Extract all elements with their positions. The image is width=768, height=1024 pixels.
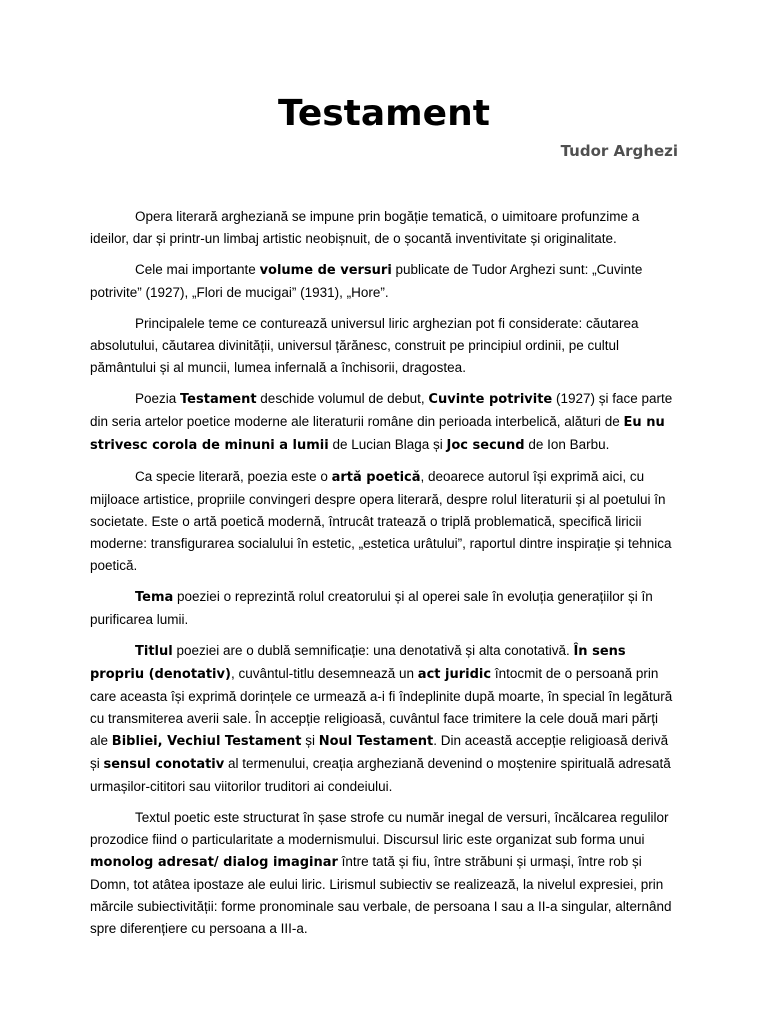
body-paragraph: [90, 388, 678, 457]
body-paragraph: [90, 807, 678, 940]
text-run: publicate de Tudor Arghezi sunt: „Cuvinte potrivite” (1927), „Flori de mucigai” (1931), „Hore”.: [90, 262, 643, 300]
body-paragraph: [90, 640, 678, 798]
text-run: , deoarece autorul își exprimă aici, cu mijloace artistice, propriile convingeri despre opera literară, despre rolul literaturii și al poetului în societate. Este o artă poetică modernă, întrucât tratează o triplă problematică, specifică liricii moderne: transfigurarea socialului în estetic, „estetica urâtului”, raportul dintre inspirație și tehnica poetică.: [90, 469, 672, 573]
bold-phrase: Titlul: [135, 644, 173, 659]
document-body: [90, 206, 678, 949]
body-paragraph: [90, 466, 678, 577]
text-run: Poezia: [135, 391, 181, 406]
bold-phrase: monolog adresat/ dialog imaginar: [90, 855, 338, 870]
bold-phrase: Joc secund: [446, 438, 525, 453]
text-run: . Din această accepție religioasă derivă și: [90, 733, 669, 771]
text-run: Opera literară argheziană se impune prin bogăție tematică, o uimitoare profunzime a ideilor, dar și printr-un limbaj artistic neobișnuit, de o șocantă inventivitate și originalitate.: [90, 209, 640, 246]
text-run: (1927) și face parte din seria artelor poetice moderne ale literaturii române din perioada interbelică, alături de: [90, 391, 673, 429]
bold-phrase: Testament: [180, 392, 257, 407]
bold-phrase: Bibliei, Vechiul Testament: [111, 734, 302, 749]
text-run: între tată și fiu, între străbuni și urmași, între rob și Domn, tot atâtea ipostaze ale eului liric. Lirismul subiectiv se realizează, la nivelul expresiei, prin mărcile subiectivității: forme pronominale sau verbale, de persoana I sau a II-a singular, alternând spre diferențiere cu persoana a III-a.: [90, 854, 672, 936]
text-run: de Lucian Blaga și: [328, 437, 447, 452]
text-run: al termenului, creația argheziană devenind o moștenire spirituală adresată urmașilor-cititori sau viitorilor truditori ai condeiului.: [90, 756, 671, 794]
body-paragraph: [90, 313, 678, 379]
text-run: poeziei are o dublă semnificație: una denotativă și alta conotativă.: [172, 643, 574, 658]
body-paragraph: [90, 259, 678, 304]
text-run: Principalele teme ce conturează universul liric arghezian pot fi considerate: căutarea absolutului, căutarea divinității, universul țărănesc, construit pe principiul ordinii, pe cultul pământului și al muncii, lumea infernală a închisorii, dragostea.: [90, 316, 639, 375]
text-run: Textul poetic este structurat în șase strofe cu număr inegal de versuri, încălcarea regulilor prozodice fiind o particularitate a modernismului. Discursul liric este organizat sub forma unui: [90, 810, 669, 847]
bold-phrase: volume de versuri: [259, 263, 392, 278]
text-run: și: [301, 733, 319, 748]
bold-phrase: artă poetică: [331, 470, 421, 485]
body-paragraph: [90, 586, 678, 631]
bold-phrase: Noul Testament: [318, 734, 434, 749]
bold-phrase: Tema: [135, 590, 174, 605]
bold-phrase: Eu nu strivesc corola de minuni a lumii: [90, 415, 665, 453]
bold-phrase: act juridic: [417, 667, 492, 682]
bold-phrase: În sens propriu (denotativ): [90, 644, 626, 682]
document-author: Tudor Arghezi: [560, 142, 678, 160]
text-run: , cuvântul-titlu desemnează un: [230, 666, 418, 681]
text-run: Cele mai importante: [135, 262, 260, 277]
text-run: întocmit de o persoană prin care aceasta își exprimă dorințele ce urmează a-i fi îndeplinite după moarte, în special în legătură cu transmiterea averii sale. În accepție religioasă, cuvântul face trimitere la cele două mari părți ale: [90, 666, 673, 748]
document-title: Testament: [278, 93, 490, 134]
text-run: Ca specie literară, poezia este o: [135, 469, 332, 484]
text-run: de Ion Barbu.: [524, 437, 610, 452]
body-paragraph: [90, 206, 678, 250]
text-run: deschide volumul de debut,: [256, 391, 429, 406]
text-run: poeziei o reprezintă rolul creatorului și al operei sale în evoluția generațiilor și în purificarea lumii.: [90, 589, 653, 627]
bold-phrase: Cuvinte potrivite: [428, 392, 553, 407]
bold-phrase: sensul conotativ: [103, 757, 225, 772]
